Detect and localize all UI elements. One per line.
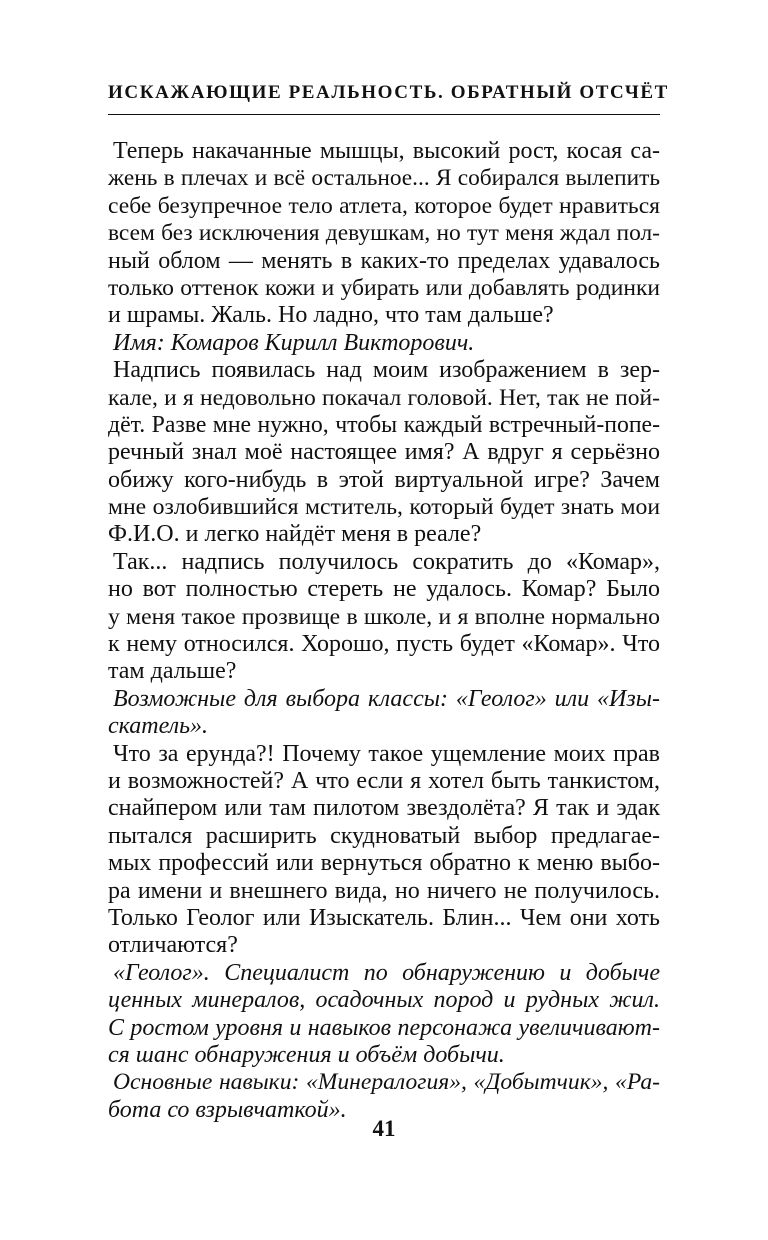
text-line: жень в плечах и всё остальное... Я собирался вылепить: [108, 165, 660, 192]
text-line: ный облом — менять в каких-то пределах удавалось: [108, 247, 660, 274]
header-rule: [108, 114, 660, 115]
text-line: Так... надпись получилось сократить до «Комар»,: [113, 548, 660, 575]
text-line: мне озлобившийся мститель, который будет знать мои: [108, 494, 660, 521]
text-line: С ростом уровня и навыков персонажа увеличивают-: [108, 1014, 660, 1041]
text-line: мых профессий или вернуться обратно к меню выбо-: [108, 850, 660, 877]
text-line: Основные навыки: «Минералогия», «Добытчик», «Ра-: [113, 1069, 660, 1096]
text-line: только оттенок кожи и убирать или добавлять родинки: [108, 274, 660, 301]
text-line: Возможные для выбора классы: «Геолог» или «Изы-: [113, 685, 660, 712]
text-line: кале, и я недовольно покачал головой. Нет, так не пой-: [108, 384, 660, 411]
text-line: Только Геолог или Изыскатель. Блин... Чем они хоть: [108, 904, 660, 931]
text-line: снайпером или там пилотом звездолёта? Я так и эдак: [108, 795, 660, 822]
text-line: ра имени и внешнего вида, но ничего не получилось.: [108, 877, 660, 904]
text-line: ся шанс обнаружения и объём добычи.: [108, 1041, 505, 1068]
body-text: [108, 138, 660, 1124]
text-line: Надпись появилась над моим изображением в зер-: [113, 357, 660, 384]
text-line: себе безупречное тело атлета, которое будет нравиться: [108, 192, 660, 219]
text-line: отличаются?: [108, 932, 238, 959]
page-number: 41: [372, 1116, 396, 1141]
text-line: Ф.И.О. и легко найдёт меня в реале?: [108, 521, 482, 548]
text-line: Теперь накачанные мышцы, высокий рост, косая са-: [113, 138, 660, 164]
text-line: Что за ерунда?! Почему такое ущемление моих прав: [113, 740, 660, 767]
text-line: и шрамы. Жаль. Но ладно, что там дальше?: [108, 302, 554, 329]
text-line: речный знал моё настоящее имя? А вдруг я серьёзно: [108, 439, 660, 466]
running-head: ИСКАЖАЮЩИЕ РЕАЛЬНОСТЬ. ОБРАТНЫЙ ОТСЧЁТ: [108, 82, 669, 103]
text-line: бота со взрывчаткой».: [108, 1096, 347, 1123]
text-line: обижу кого-нибудь в этой виртуальной игре? Зачем: [108, 466, 660, 493]
text-line: и возможностей? А что если я хотел быть танкистом,: [108, 767, 660, 794]
text-line: к нему относился. Хорошо, пусть будет «Комар». Что: [108, 631, 660, 658]
text-line: дёт. Разве мне нужно, чтобы каждый встречный-попе-: [108, 411, 660, 438]
text-line: Имя: Комаров Кирилл Викторович.: [113, 329, 475, 356]
text-line: скатель».: [108, 713, 209, 740]
text-line: у меня такое прозвище в школе, и я вполне нормально: [108, 603, 660, 630]
text-line: пытался расширить скудноватый выбор предлагае-: [108, 822, 660, 849]
text-line: но вот полностью стереть не удалось. Комар? Было: [108, 576, 660, 603]
text-line: всем без исключения девушкам, но тут меня ждал пол-: [108, 220, 660, 247]
text-line: ценных минералов, осадочных пород и рудных жил.: [108, 987, 660, 1014]
text-line: там дальше?: [108, 658, 237, 685]
text-line: «Геолог». Специалист по обнаружению и добыче: [113, 959, 660, 986]
